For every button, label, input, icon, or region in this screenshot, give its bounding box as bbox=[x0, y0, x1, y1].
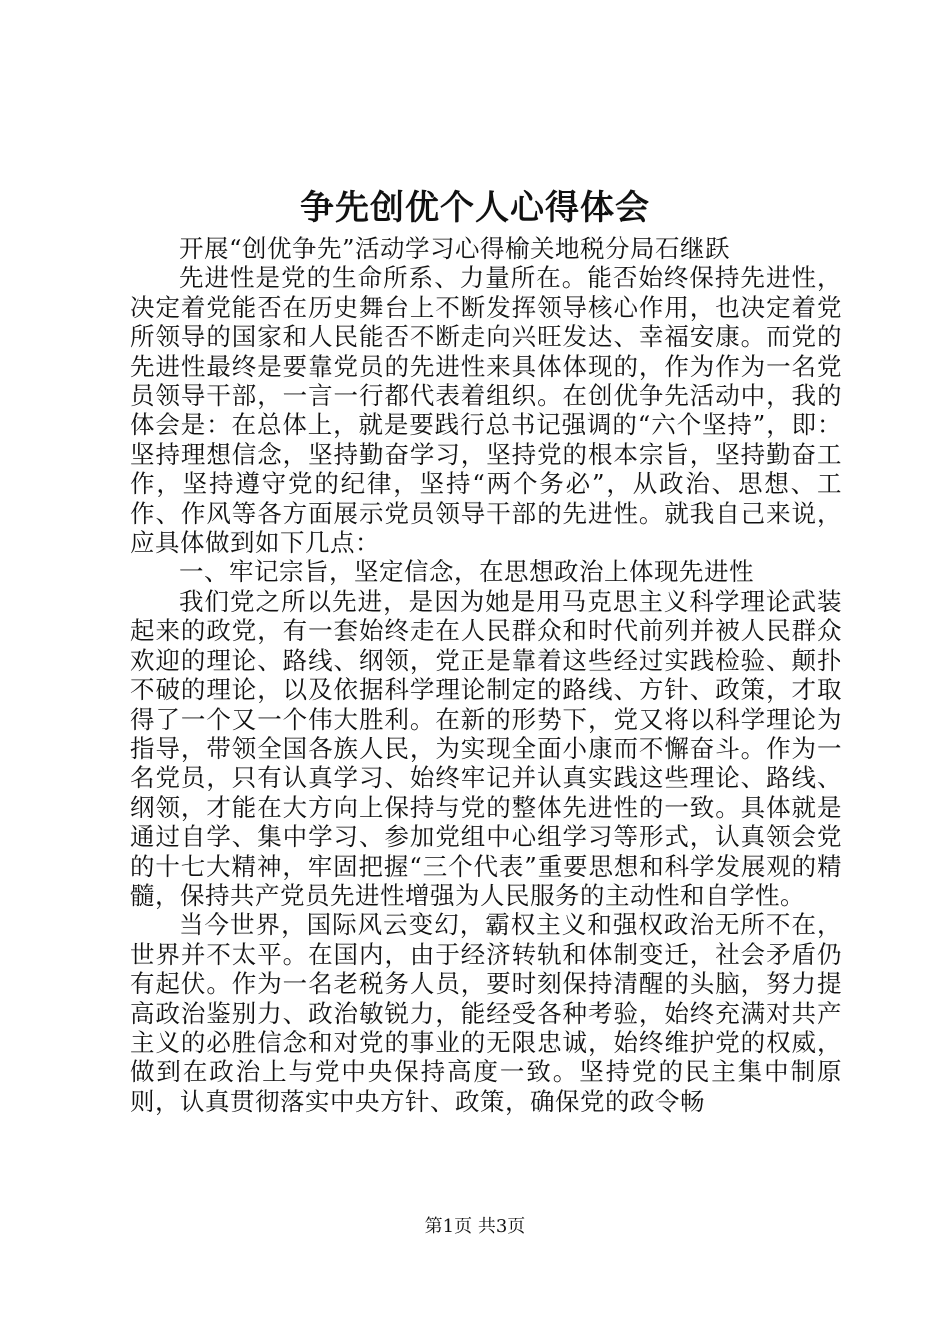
section-heading: 一、牢记宗旨，坚定信念，在思想政治上体现先进性 bbox=[179, 557, 754, 587]
body-paragraph: 当今世界，国际风云变幻，霸权主义和强权政治无所不在，世界并不太平。在国内，由于经济转轨和体制变迁，社会矛盾仍有起伏。作为一名老税务人员，要时刻保持清醒的头脑，努力提高政治鉴别力、政治敏锐力，能经受各种考验，始终充满对共产主义的必胜信念和对党的事业的无限忠诚，始终维护党的权威，做到在政治上与党中央保持高度一致。坚持党的民主集中制原则，认真贯彻落实中央方针、政策，确保党的政令畅 bbox=[130, 910, 842, 1116]
body-paragraph: 先进性是党的生命所系、力量所在。能否始终保持先进性，决定着党能否在历史舞台上不断发挥领导核心作用，也决定着党所领导的国家和人民能否不断走向兴旺发达、幸福安康。而党的先进性最终是要靠党员的先进性来具体体现的，作为作为一名党员领导干部，一言一行都代表着组织。在创优争先活动中，我的体会是：在总体上，就是要践行总书记强调的“六个坚持”，即：坚持理想信念，坚持勤奋学习，坚持党的根本宗旨，坚持勤奋工作，坚持遵守党的纪律，坚持“两个务必”，从政治、思想、工作、作风等各方面展示党员领导干部的先进性。就我自己来说，应具体做到如下几点： bbox=[130, 263, 842, 558]
page-number-footer: 第1页 共3页 bbox=[424, 1216, 526, 1237]
page-title: 争先创优个人心得体会 bbox=[300, 188, 650, 228]
document-body bbox=[130, 234, 842, 1116]
byline-paragraph: 开展“创优争先”活动学习心得榆关地税分局石继跃 bbox=[179, 234, 731, 263]
body-paragraph: 我们党之所以先进，是因为她是用马克思主义科学理论武装起来的政党，有一套始终走在人民群众和时代前列并被人民群众欢迎的理论、路线、纲领，党正是靠着这些经过实践检验、颠扑不破的理论，以及依据科学理论制定的路线、方针、政策，才取得了一个又一个伟大胜利。在新的形势下，党又将以科学理论为指导，带领全国各族人民，为实现全面小康而不懈奋斗。作为一名党员，只有认真学习、始终牢记并认真实践这些理论、路线、纲领，才能在大方向上保持与党的整体先进性的一致。具体就是通过自学、集中学习、参加党组中心组学习等形式，认真领会党的十七大精神，牢固把握“三个代表”重要思想和科学发展观的精髓，保持共产党员先进性增强为人民服务的主动性和自学性。 bbox=[130, 586, 842, 910]
